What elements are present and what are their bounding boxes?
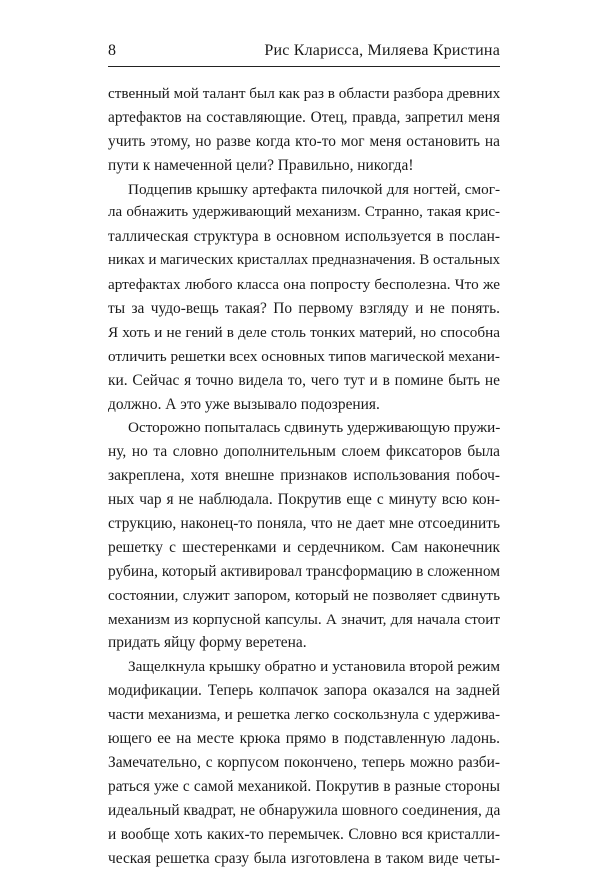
text-line: рубина, который активировал трансформацию в сложенном bbox=[108, 560, 500, 584]
text-line: модификации. Теперь колпачок запора оказался на задней bbox=[108, 679, 500, 703]
text-line: ных чар я не наблюдала. Покрутив еще с минуту всю кон- bbox=[108, 488, 500, 512]
text-line: раться уже с самой механикой. Покрутив в разные стороны bbox=[108, 775, 500, 799]
text-line: артефактах любого класса она попросту бесполезна. Что же bbox=[108, 273, 500, 297]
text-line: должно. А это уже вызывало подозрения. bbox=[108, 393, 500, 417]
text-line: Осторожно попыталась сдвинуть удерживающую пружи- bbox=[108, 416, 500, 440]
text-line: и вообще хоть каких-то перемычек. Словно вся кристалли- bbox=[108, 823, 500, 847]
body-text bbox=[108, 82, 500, 870]
text-line: решетку с шестеренками и сердечником. Сам наконечник bbox=[108, 536, 500, 560]
text-line: механизм из корпусной капсулы. А значит, для начала стоит bbox=[108, 608, 500, 632]
text-line: отличить решетки всех основных типов магической механи- bbox=[108, 345, 500, 369]
text-line: ла обнажить удерживающий механизм. Странно, такая крис- bbox=[108, 201, 500, 225]
text-line: придать яйцу форму веретена. bbox=[108, 631, 500, 655]
text-line: никах и магических кристаллах предназначения. В остальных bbox=[108, 249, 500, 273]
text-line: ты за чудо-вещь такая? По первому взгляду и не понять. bbox=[108, 297, 500, 321]
page-number: 8 bbox=[108, 42, 116, 60]
text-line: ческая решетка сразу была изготовлена в таком виде четы- bbox=[108, 847, 500, 870]
text-line: части механизма, и решетка легко соскользнула с удержива- bbox=[108, 703, 500, 727]
text-line: учить этому, но разве когда кто-то мог меня остановить на bbox=[108, 130, 500, 154]
text-line: артефактов на составляющие. Отец, правда, запретил меня bbox=[108, 106, 500, 130]
text-line: ну, но та словно дополнительным слоем фиксаторов была bbox=[108, 440, 500, 464]
text-line: ки. Сейчас я точно видела то, чего тут и в помине быть не bbox=[108, 369, 500, 393]
text-line: таллическая структура в основном используется в послан- bbox=[108, 225, 500, 249]
text-line: Замечательно, с корпусом покончено, теперь можно разби- bbox=[108, 751, 500, 775]
text-line: закреплена, хотя внешне признаков использования побоч- bbox=[108, 464, 500, 488]
text-line: состоянии, служит запором, который не позволяет сдвинуть bbox=[108, 584, 500, 608]
text-line: пути к намеченной цели? Правильно, никогда! bbox=[108, 154, 500, 178]
running-head: Рис Кларисса, Миляева Кристина bbox=[264, 42, 500, 60]
page-header bbox=[108, 36, 500, 67]
text-line: Подцепив крышку артефакта пилочкой для ногтей, смог- bbox=[108, 178, 500, 202]
text-line: Защелкнула крышку обратно и установила второй режим bbox=[108, 655, 500, 679]
text-line: струкцию, наконец-то поняла, что не дает мне отсоединить bbox=[108, 512, 500, 536]
text-line: идеальный квадрат, не обнаружила шовного соединения, да bbox=[108, 799, 500, 823]
text-line: ственный мой талант был как раз в области разбора древних bbox=[108, 82, 500, 106]
text-line: ющего ее на месте крюка прямо в подставленную ладонь. bbox=[108, 727, 500, 751]
text-line: Я хоть и не гений в деле столь тонких материй, но способна bbox=[108, 321, 500, 345]
